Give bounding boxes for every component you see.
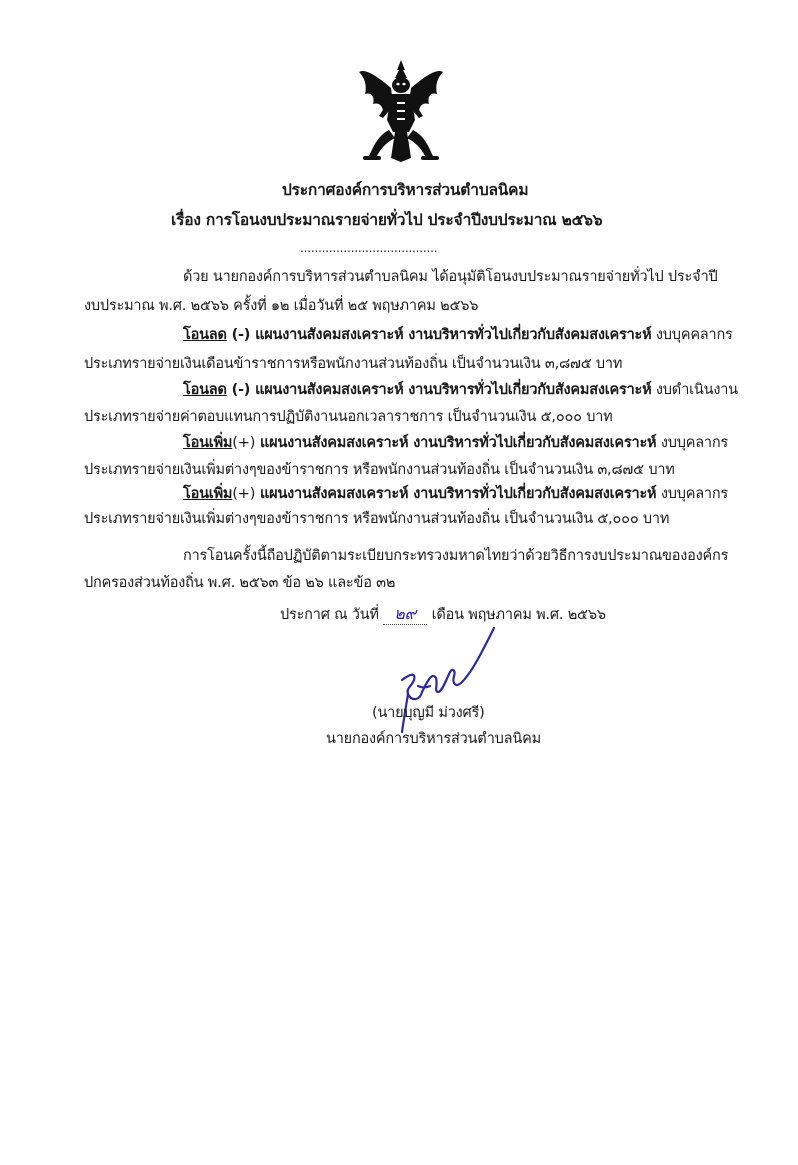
transfer-kind: โอนเพิ่ม <box>183 435 233 451</box>
signatory-name: (นายบุญมี ม่วงศรี) <box>372 705 485 721</box>
transfer-plan: แผนงานสังคมสงเคราะห์ งานบริหารทั่วไปเกี่ยวกับสังคมสงเคราะห์ <box>255 486 657 502</box>
transfer-budget: งบดำเนินงาน <box>651 382 738 398</box>
transfer-plan: แผนงานสังคมสงเคราะห์ งานบริหารทั่วไปเกี่ยวกับสังคมสงเคราะห์ <box>255 435 657 451</box>
transfer-sign: (+) <box>232 435 256 451</box>
transfer-item-4 <box>183 484 728 504</box>
transfer-sign: (+) <box>232 486 256 502</box>
transfer-kind: โอนลด <box>183 382 227 398</box>
transfer-budget: งบบุคลากร <box>656 486 729 502</box>
announcement-month-year: เดือน พฤษภาคม พ.ศ. ๒๕๖๖ <box>431 607 606 623</box>
transfer-kind: โอนลด <box>183 327 227 343</box>
intro-line-1: ด้วย นายกองค์การบริหารส่วนตำบลนิคม ได้อนุมัติโอนงบประมาณรายจ่ายทั่วไป ประจำปี <box>183 269 718 285</box>
transfer-item-3-detail: ประเภทรายจ่ายเงินเพิ่มต่างๆของข้าราชการ หรือพนักงานส่วนท้องถิ่น เป็นจำนวนเงิน ๓,๘๗๕ บาท <box>84 462 675 478</box>
regulation-line-1: การโอนครั้งนี้ถือปฏิบัติตามระเบียบกระทรวงมหาดไทยว่าด้วยวิธีการงบประมาณขององค์กร <box>183 548 729 564</box>
announcement-prefix: ประกาศ ณ วันที่ <box>280 607 379 623</box>
intro-line-2: งบประมาณ พ.ศ. ๒๕๖๖ ครั้งที่ ๑๒ เมื่อวันที่ ๒๕ พฤษภาคม ๒๕๖๖ <box>84 298 479 314</box>
transfer-item-1-detail: ประเภทรายจ่ายเงินเดือนข้าราชการหรือพนักงานส่วนท้องถิ่น เป็นจำนวนเงิน ๓,๘๗๕ บาท <box>84 356 623 372</box>
handwritten-signature <box>362 622 522 742</box>
transfer-sign: (-) <box>226 382 251 398</box>
document-subject: เรื่อง การโอนงบประมาณรายจ่ายทั่วไป ประจำปีงบประมาณ ๒๕๖๖ <box>171 211 603 229</box>
title-separator: ...................................... <box>300 241 438 255</box>
regulation-line-2: ปกครองส่วนท้องถิ่น พ.ศ. ๒๕๖๓ ข้อ ๒๖ และข้อ ๓๒ <box>84 575 396 591</box>
document-title: ประกาศองค์การบริหารส่วนตำบลนิคม <box>282 181 529 199</box>
transfer-sign: (-) <box>226 327 251 343</box>
transfer-item-1 <box>183 325 733 345</box>
transfer-plan: แผนงานสังคมสงเคราะห์ งานบริหารทั่วไปเกี่ยวกับสังคมสงเคราะห์ <box>250 327 652 343</box>
transfer-budget: งบบุคคลากร <box>651 327 733 343</box>
transfer-plan: แผนงานสังคมสงเคราะห์ งานบริหารทั่วไปเกี่ยวกับสังคมสงเคราะห์ <box>250 382 652 398</box>
transfer-budget: งบบุคลากร <box>656 435 729 451</box>
transfer-kind: โอนเพิ่ม <box>183 486 233 502</box>
garuda-emblem-icon <box>355 58 447 164</box>
transfer-item-2-detail: ประเภทรายจ่ายค่าตอบแทนการปฏิบัติงานนอกเวลาราชการ เป็นจำนวนเงิน ๕,๐๐๐ บาท <box>84 409 613 425</box>
transfer-item-4-detail: ประเภทรายจ่ายเงินเพิ่มต่างๆของข้าราชการ หรือพนักงานส่วนท้องถิ่น เป็นจำนวนเงิน ๕,๐๐๐ บาท <box>84 511 670 527</box>
announcement-day: ๒๙ <box>383 604 427 625</box>
signatory-position: นายกองค์การบริหารส่วนตำบลนิคม <box>326 731 541 747</box>
transfer-item-3 <box>183 433 728 453</box>
transfer-item-2 <box>183 380 738 400</box>
